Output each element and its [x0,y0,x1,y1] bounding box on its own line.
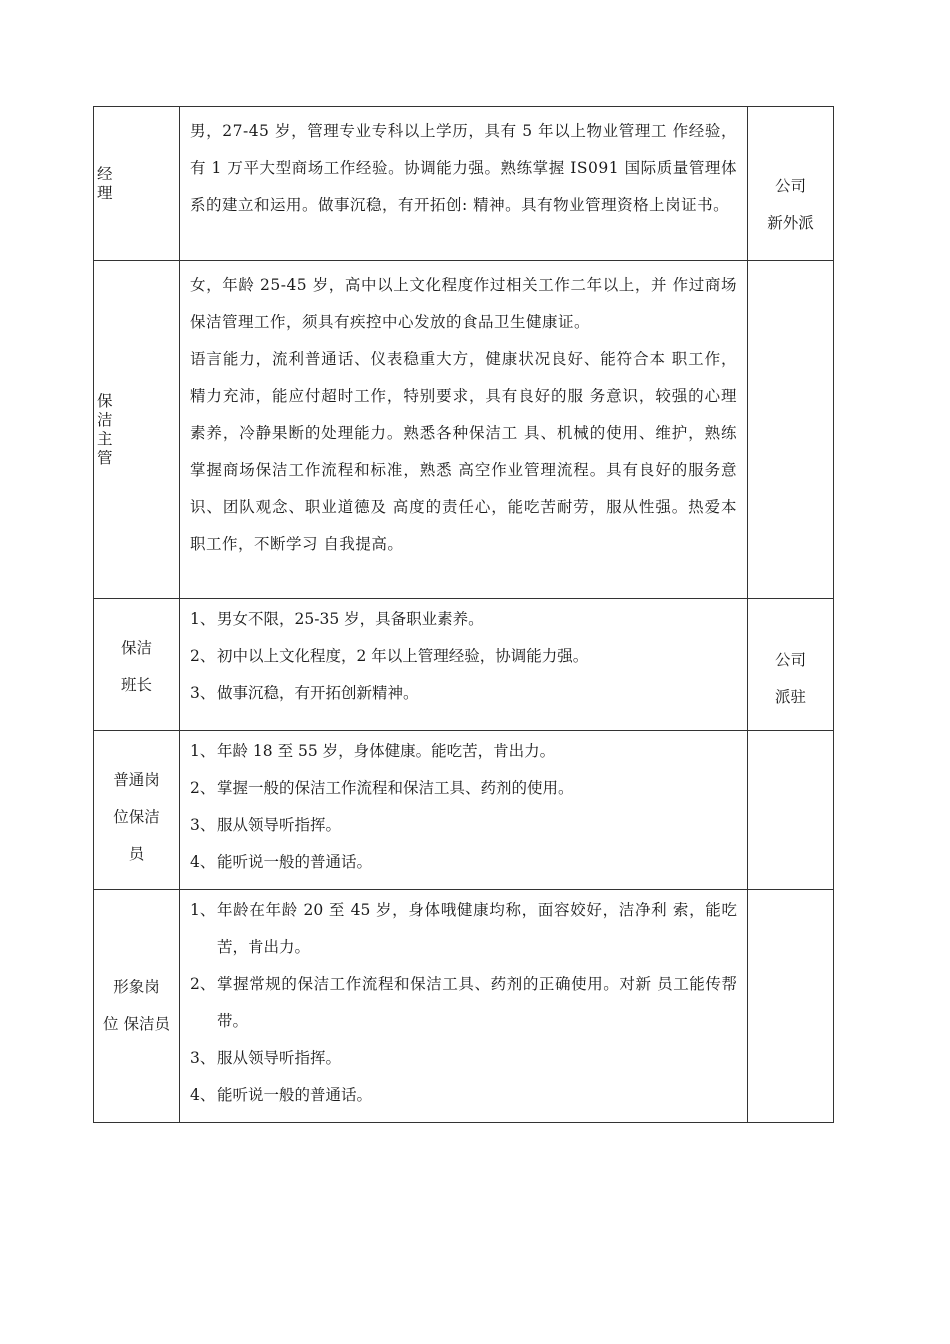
list-item: 1、 年龄在年龄 20 至 45 岁，身体哦健康均称，面容姣好，洁净利 索，能吃苦，肯出力。 [190,901,737,956]
table-row-cleaning-team-leader [94,599,834,731]
job-requirements-table [93,106,834,1123]
position-cell-manager [94,107,180,261]
requirements-cell-image-cleaner [180,890,748,1123]
requirements-cell-manager [180,107,748,261]
list-item: 3、 做事沉稳，有开拓创新精神。 [190,684,419,702]
note-line: 派驻 [774,687,806,706]
position-title-cleaning-supervisor: 保 洁 主 管 [97,391,113,467]
position-title-line: 保洁 [120,638,152,657]
list-item: 2、 掌握一般的保洁工作流程和保洁工具、药剂的使用。 [190,779,574,797]
position-cell-cleaning-team-leader [94,599,180,731]
note-line: 公司 [774,176,806,195]
position-cell-regular-cleaner [94,731,180,890]
requirements-cell-cleaning-supervisor [180,261,748,599]
position-title-line: 位 保洁员 [103,1015,170,1033]
table-row-cleaning-supervisor [94,261,834,599]
note-cell-cleaning-supervisor [748,261,834,599]
list-item: 4、 能听说一般的普通话。 [190,1086,373,1104]
list-item: 2、 掌握常规的保洁工作流程和保洁工具、药剂的正确使用。对新 员工能传帮带。 [190,975,737,1030]
note-line: 新外派 [767,213,814,232]
table-row-image-cleaner [94,890,834,1123]
position-title-line: 位保洁 [113,807,160,826]
position-title-line: 普通岗 [113,770,160,789]
note-line: 公司 [774,650,806,669]
list-item: 4、 能听说一般的普通话。 [190,853,373,871]
position-cell-image-cleaner [94,890,180,1123]
note-cell-image-cleaner [748,890,834,1123]
requirements-text: 女，年龄 25-45 岁，高中以上文化程度作过相关工作二年以上，并 作过商场保洁管理工作，须具有疾控中心发放的食品卫生健康证。 [190,276,737,331]
position-title-line: 班长 [120,675,152,694]
position-title-line: 员 [128,844,145,863]
position-title-line: 形象岗 [113,978,160,996]
table-row-manager [94,107,834,261]
note-cell-manager [748,107,834,261]
list-item: 3、 服从领导听指挥。 [190,1049,342,1067]
list-item: 1、 年龄 18 至 55 岁，身体健康。能吃苦，肯出力。 [190,742,556,760]
list-item: 2、 初中以上文化程度，2 年以上管理经验，协调能力强。 [190,647,589,665]
note-cell-cleaning-team-leader [748,599,834,731]
list-item: 1、 男女不限，25-35 岁，具备职业素养。 [190,610,484,628]
position-title-manager: 经 理 [97,164,113,202]
requirements-cell-cleaning-team-leader [180,599,748,731]
requirements-text: 男，27-45 岁，管理专业专科以上学历，具有 5 年以上物业管理工 作经验，有 1 万平大型商场工作经验。协调能力强。熟练掌握 IS091 国际质量管理体系的建立和运用。做事沉稳，有开拓创: 精神。具有物业管理资格上岗证书。 [190,122,737,214]
requirements-text: 语言能力，流利普通话、仪表稳重大方，健康状况良好、能符合本 职工作，精力充沛，能应付超时工作，特别要求，具有良好的服 务意识，较强的心理素养，冷静果断的处理能力。熟悉各种保洁工 具、机械的使用、维护，熟练掌握商场保洁工作流程和标准，熟悉 高空作业管理流程。具有良好的服务意识、团队观念、职业道德及 高度的责任心，能吃苦耐劳，服从性强。热爱本职工作，不断学习 自我提高。 [190,350,737,553]
note-cell-regular-cleaner [748,731,834,890]
requirements-cell-regular-cleaner [180,731,748,890]
table-row-regular-cleaner [94,731,834,890]
list-item: 3、 服从领导听指挥。 [190,816,342,834]
position-cell-cleaning-supervisor [94,261,180,599]
